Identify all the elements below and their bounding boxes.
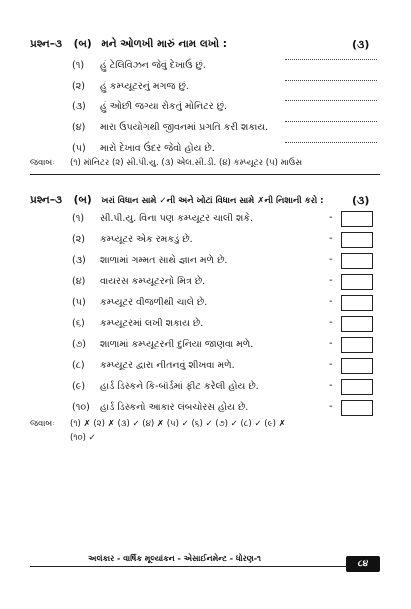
section1-heading (30, 38, 227, 51)
item-number: (૩) (72, 101, 86, 112)
section2-answer-line1: (૧) ✗ (૨) ✗ (૩) ✓ (૪) ✗ (૫) ✓ (૬) ✓ (૭) ✓ (૮) ✓ (૯) ✗ (70, 419, 286, 429)
footer-rule (30, 566, 346, 567)
item-text: શાળામાં કમ્પ્યૂટરની દુનિયા જાણવા મળે. (100, 339, 254, 350)
answer-blank-4[interactable] (285, 120, 377, 122)
answer-box-2[interactable] (341, 232, 373, 248)
item-number: (૯) (72, 381, 86, 392)
item-number: (૪) (72, 276, 86, 287)
answer-box-8[interactable] (341, 358, 373, 374)
item-text: કમ્પ્યૂટર એક રમકડું છે. (100, 234, 193, 245)
section-divider (30, 174, 380, 175)
section2-answer-line2: (૧૦) ✓ (70, 433, 96, 443)
section2-label: પ્રશ્ન–૩ (30, 194, 62, 206)
section1-part: (બ) (73, 38, 92, 50)
answer-blank-5[interactable] (285, 141, 377, 143)
item-text: કમ્પ્યૂટર વીજળીથી ચાલે છે. (100, 297, 208, 308)
section1-marks: (૩) (352, 38, 370, 51)
section2-part: (બ) (73, 194, 92, 206)
dash: - (329, 401, 333, 412)
section1-answer-label: જવાબઃ (30, 158, 55, 168)
dash: - (329, 296, 333, 307)
section2-marks: (૩) (352, 194, 370, 207)
footer-text: અલંકાર - વાર્ષિક મૂલ્યાંકન - એસાઈનમેન્ટ - ધોરણ-૧ (88, 554, 261, 563)
item-text: હાર્ડ ડિસ્કને કિ-બૉર્ડમાં ફીટ કરેલી હોય છે. (100, 381, 259, 392)
item-text: કમ્પ્યૂટર દ્વારા નીતનવું શીખવા મળે. (100, 360, 235, 371)
answer-box-1[interactable] (341, 211, 373, 227)
item-text: હું કમ્પ્યૂટરનું મગજ છું. (100, 81, 189, 92)
page-number: ૮૪ (346, 556, 380, 572)
item-number: (૩) (72, 255, 86, 266)
item-number: (૪) (72, 122, 86, 133)
answer-box-9[interactable] (341, 379, 373, 395)
answer-blank-1[interactable] (285, 58, 377, 60)
item-number: (૨) (72, 81, 85, 92)
dash: - (329, 254, 333, 265)
answer-box-6[interactable] (341, 316, 373, 332)
item-number: (૫) (72, 297, 86, 308)
item-text: વાયરસ કમ્પ્યૂટરનો મિત્ર છે. (100, 276, 206, 287)
item-number: (૧) (72, 60, 85, 71)
dash: - (329, 212, 333, 223)
dash: - (329, 275, 333, 286)
section1-label: પ્રશ્ન–૩ (30, 38, 62, 50)
item-text: મારો દેખાવ ઉંદર જેવો હોય છે. (100, 143, 215, 154)
section2-title: ખરાં વિધાન સામે ✓ની અને ખોટાં વિધાન સામે ✗ની નિશાની કરો : (101, 196, 324, 206)
item-number: (૮) (72, 360, 85, 371)
item-number: (૫) (72, 143, 86, 154)
section2-heading (30, 194, 324, 207)
dash: - (329, 380, 333, 391)
dash: - (329, 233, 333, 244)
answer-blank-3[interactable] (285, 99, 377, 101)
item-text: મારા ઉપયોગથી જીવનમાં પ્રગતિ કરી શકાય. (100, 122, 269, 133)
item-text: હું ટેલિવિઝન જેવું દેખાઉં છું. (100, 60, 206, 71)
item-number: (૬) (72, 318, 85, 329)
item-number: (૨) (72, 234, 85, 245)
dash: - (329, 359, 333, 370)
item-text: શાળામાં ગમ્મત સાથે જ્ઞાન મળે છે. (100, 255, 228, 266)
dash: - (329, 317, 333, 328)
page-footer (0, 552, 411, 572)
item-text: સી.પી.યુ. વિના પણ કમ્પ્યૂટર ચાલી શકે. (100, 213, 254, 224)
item-number: (૧૦) (72, 402, 90, 413)
dash: - (329, 338, 333, 349)
item-text: હું ઓછી જગ્યા રોકતું મોનિટર છું. (100, 101, 228, 112)
answer-box-7[interactable] (341, 337, 373, 353)
item-text: હાર્ડ ડિસ્કનો આકાર લંબચોરસ હોય છે. (100, 402, 249, 413)
answer-box-10[interactable] (341, 400, 373, 416)
item-number: (૧) (72, 213, 85, 224)
item-text: કમ્પ્યૂટરમાં લખી શકાય છે. (100, 318, 204, 329)
answer-box-4[interactable] (341, 274, 373, 290)
answer-box-5[interactable] (341, 295, 373, 311)
answer-blank-2[interactable] (285, 79, 377, 81)
section1-title: મને ઓળખી મારું નામ લખો : (101, 38, 227, 50)
section1-answer: (૧) મૉનિટર (૨) સી.પી.યુ. (૩) એલ.સી.ડી. (૪) કમ્પ્યૂટર (૫) માઉસ (70, 158, 303, 168)
answer-box-3[interactable] (341, 253, 373, 269)
item-number: (૭) (72, 339, 87, 350)
section2-answer-label: જવાબઃ (30, 419, 55, 429)
